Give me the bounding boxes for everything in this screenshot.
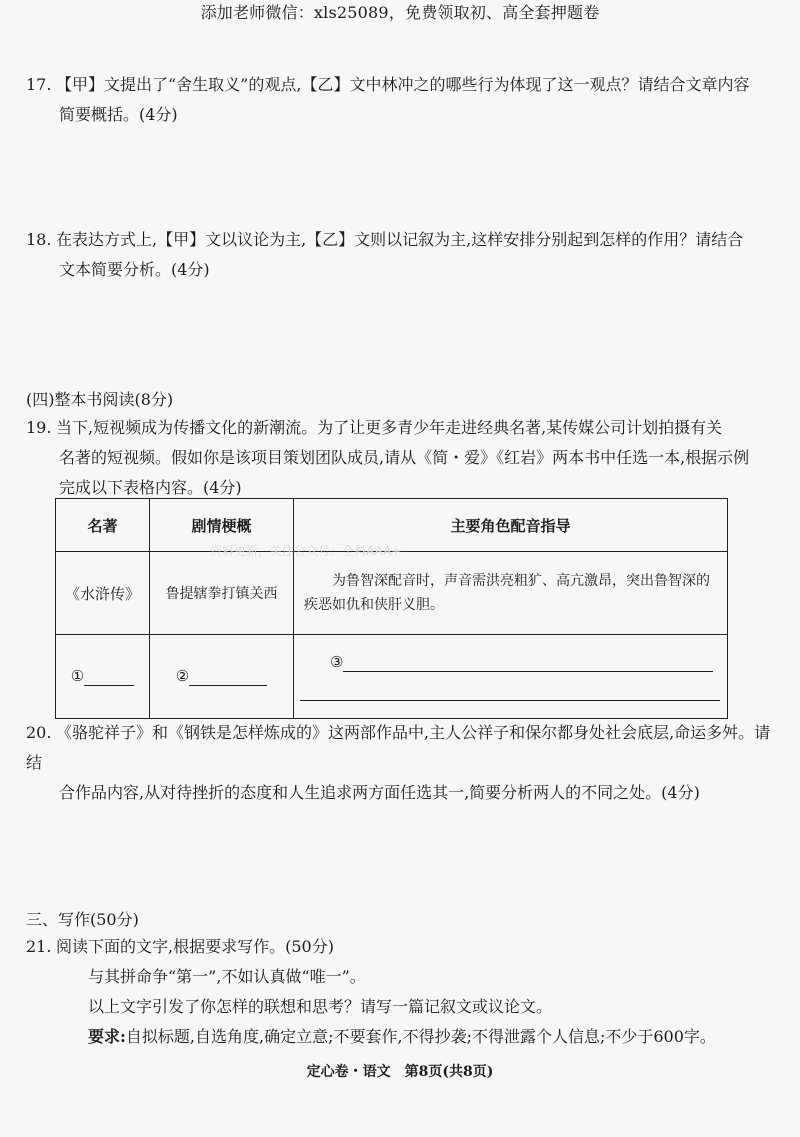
answer-blank-2[interactable] bbox=[189, 667, 267, 686]
page-header-banner: 添加老师微信：xls25089，免费领取初、高全套押题卷 bbox=[200, 3, 600, 22]
question-text: 完成以下表格内容。(4分) bbox=[59, 478, 242, 497]
table-cell bbox=[294, 635, 728, 719]
question-number: 18. bbox=[26, 230, 52, 249]
table-cell bbox=[150, 635, 294, 719]
table-header: 剧情梗概 bbox=[150, 499, 294, 552]
question-text: 简要概括。(4分) bbox=[59, 105, 178, 124]
answer-table bbox=[55, 498, 728, 719]
section-title-whole-book-reading: (四)整本书阅读(8分) bbox=[26, 390, 174, 409]
question-text: 在表达方式上,【甲】文以议论为主,【乙】文则以记叙为主,这样安排分别起到怎样的作用？请结合 bbox=[56, 230, 744, 249]
question-text: 当下,短视频成为传播文化的新潮流。为了让更多青少年走进经典名著,某传媒公司计划拍摄有关 bbox=[56, 418, 723, 437]
question-number: 20. bbox=[26, 723, 52, 742]
table-cell bbox=[294, 552, 728, 635]
requirements-label: 要求: bbox=[88, 1027, 126, 1046]
question-number: 19. bbox=[26, 418, 52, 437]
table-header: 主要角色配音指导 bbox=[294, 499, 728, 552]
question-text: 《骆驼祥子》和《钢铁是怎样炼成的》这两部作品中,主人公祥子和保尔都身处社会底层,命运多舛。请结 bbox=[26, 723, 771, 772]
example-guide-text: 为鲁智深配音时，声音需洪亮粗犷、高亢激昂，突出鲁智深的疾恶如仇和侠肝义胆。 bbox=[304, 573, 710, 613]
question-text: 名著的短视频。假如你是该项目策划团队成员,请从《简・爱》《红岩》两本书中任选一本,根据示例 bbox=[59, 448, 750, 467]
question-20 bbox=[26, 718, 776, 808]
table-cell bbox=[56, 635, 150, 719]
blank-marker: ① bbox=[70, 667, 85, 685]
answer-blank-3-line-2[interactable] bbox=[300, 682, 720, 701]
section-title-writing: 三、写作(50分) bbox=[26, 910, 139, 929]
question-18 bbox=[26, 225, 766, 285]
question-text: 【甲】文提出了“舍生取义”的观点,【乙】文中林冲之的哪些行为体现了这一观点？请结合文章内容 bbox=[56, 75, 750, 94]
question-21 bbox=[26, 932, 776, 1052]
table-cell: 鲁提辖拳打镇关西 bbox=[150, 552, 294, 635]
question-text: 以上文字引发了你怎样的联想和思考？请写一篇记叙文或议论文。 bbox=[88, 997, 553, 1016]
table-cell: 《水浒传》 bbox=[56, 552, 150, 635]
answer-blank-1[interactable] bbox=[84, 667, 134, 686]
question-19 bbox=[26, 413, 766, 503]
watermark: 资料更新，关注公众号：全科AAA+ bbox=[210, 544, 402, 558]
question-17 bbox=[26, 70, 766, 130]
table-row bbox=[56, 552, 728, 635]
blank-marker: ② bbox=[175, 667, 190, 685]
blank-marker: ③ bbox=[330, 652, 344, 671]
requirements-text: 自拟标题,自选角度,确定立意;不要套作,不得抄袭;不得泄露个人信息;不少于600字。 bbox=[125, 1027, 716, 1046]
question-text: 阅读下面的文字,根据要求写作。(50分) bbox=[56, 937, 334, 956]
table-header: 名著 bbox=[56, 499, 150, 552]
table-row bbox=[56, 635, 728, 719]
page-footer: 定心卷・语文 第8页(共8页) bbox=[306, 1064, 494, 1080]
question-number: 17. bbox=[26, 75, 52, 94]
question-number: 21. bbox=[26, 937, 52, 956]
writing-prompt: 与其拼命争“第一”,不如认真做“唯一”。 bbox=[88, 967, 366, 986]
question-text: 文本简要分析。(4分) bbox=[59, 260, 210, 279]
question-text: 合作品内容,从对待挫折的态度和人生追求两方面任选其一,简要分析两人的不同之处。(4分) bbox=[59, 783, 700, 802]
answer-blank-3[interactable] bbox=[343, 653, 713, 672]
